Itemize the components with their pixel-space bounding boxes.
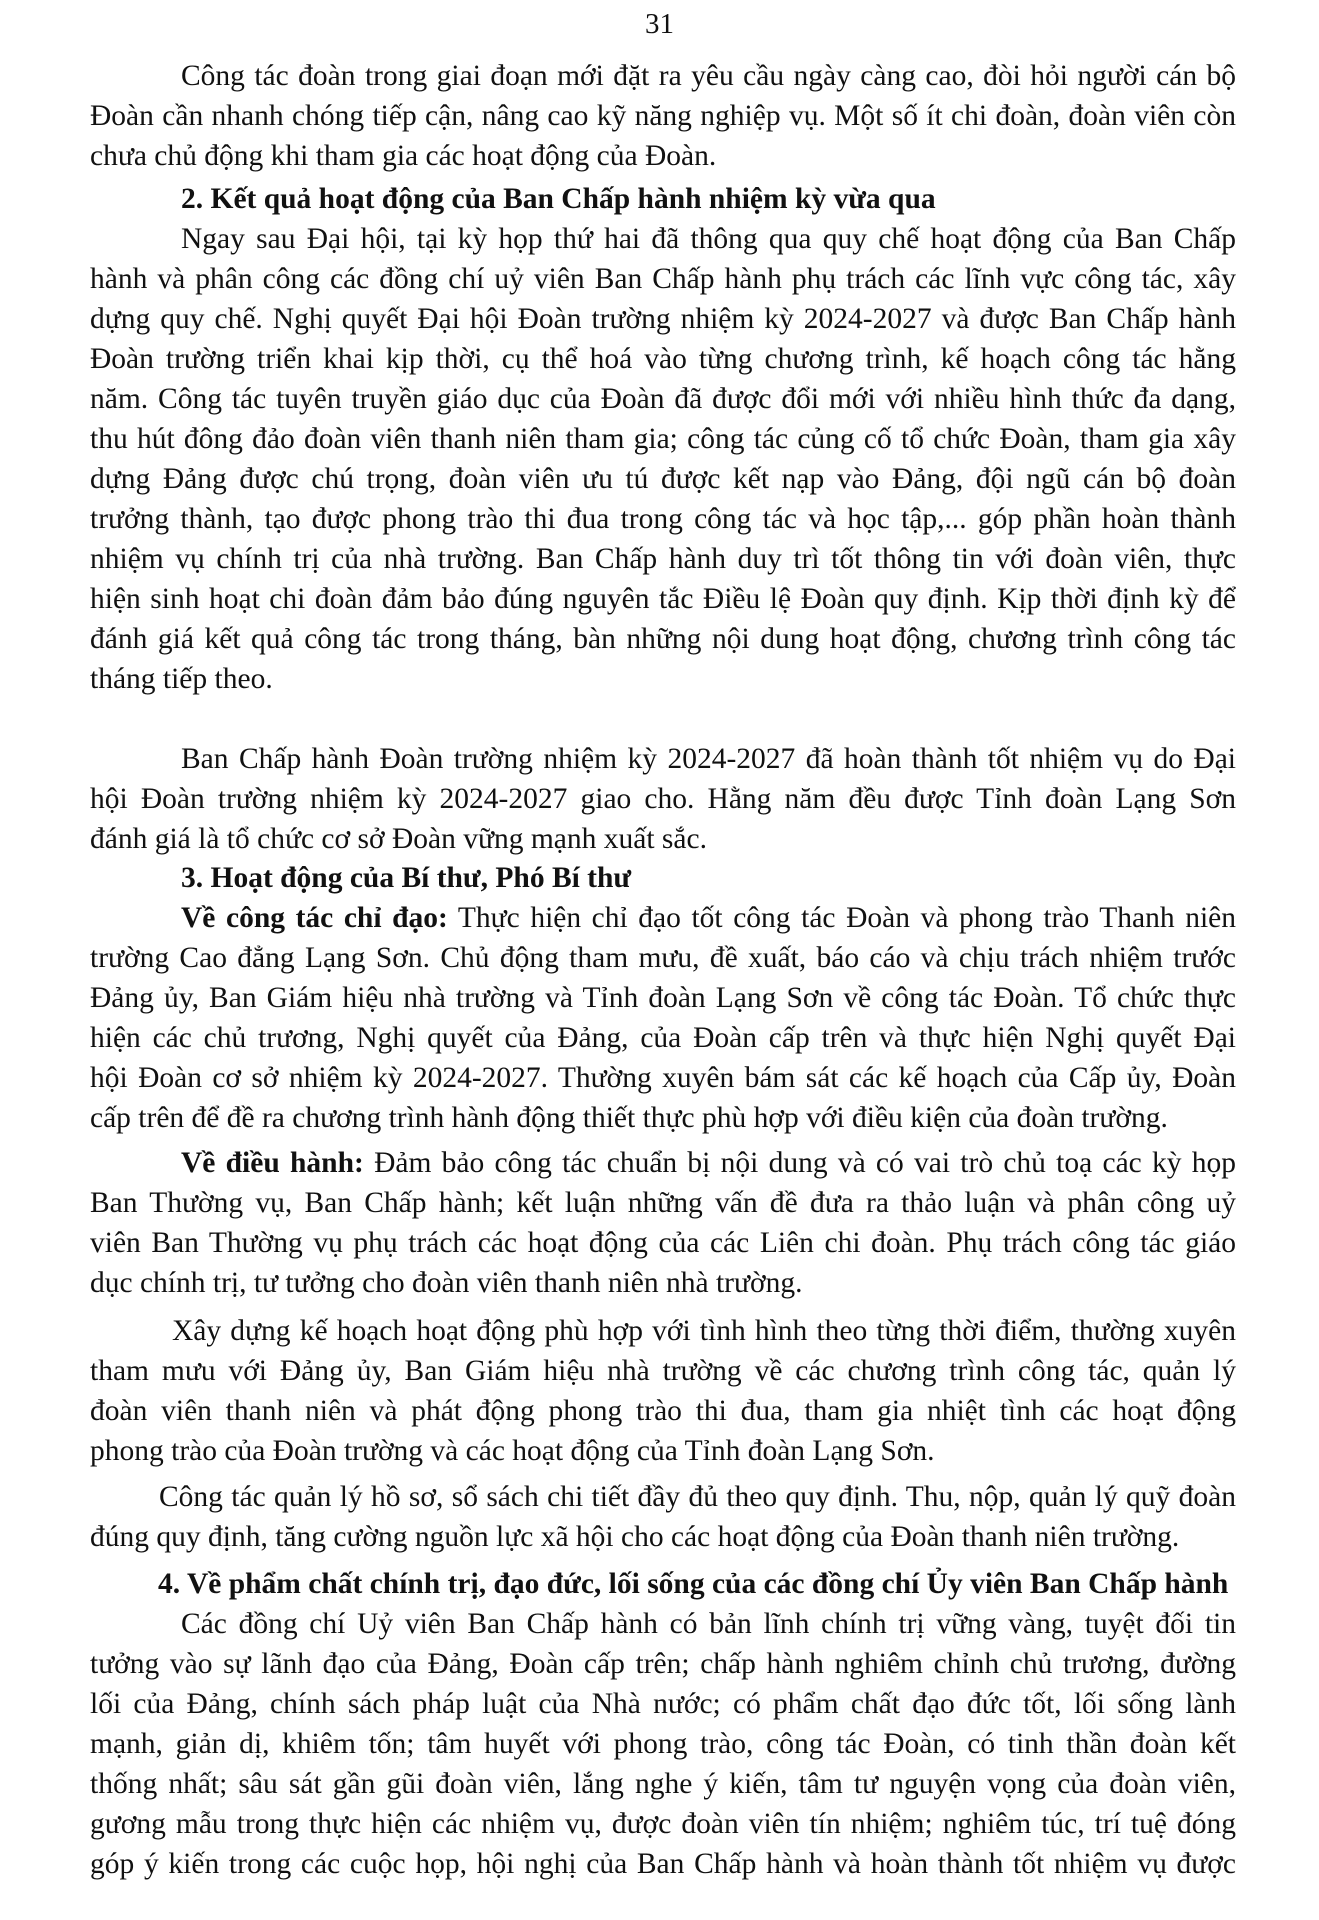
text-line: Các đồng chí Uỷ viên Ban Chấp hành có bản lĩnh chính trị vững vàng, tuyệt đối tin (181, 1608, 1236, 1640)
text-line: dựng quy chế. Nghị quyết Đại hội Đoàn trường nhiệm kỳ 2024-2027 và được Ban Chấp hành (90, 303, 1236, 335)
text-line: Ngay sau Đại hội, tại kỳ họp thứ hai đã thông qua quy chế hoạt động của Ban Chấp (181, 223, 1236, 255)
text-line: đúng quy định, tăng cường nguồn lực xã hội cho các hoạt động của Đoàn thanh niên trường. (90, 1521, 1180, 1553)
lead-label: Về điều hành: (181, 1147, 364, 1179)
text-line: năm. Công tác tuyên truyền giáo dục của Đoàn đã được đổi mới với nhiều hình thức đa dạng, (90, 383, 1236, 415)
text-line: đánh giá là tổ chức cơ sở Đoàn vững mạnh xuất sắc. (90, 823, 707, 855)
text-line: góp ý kiến trong các cuộc họp, hội nghị của Ban Chấp hành và hoàn thành tốt nhiệm vụ được (90, 1848, 1236, 1880)
text-line: chưa chủ động khi tham gia các hoạt động của Đoàn. (90, 140, 717, 172)
text-line: viên Ban Thường vụ phụ trách các hoạt động của các Liên chi đoàn. Phụ trách công tác giáo (90, 1227, 1236, 1259)
text-line: hội Đoàn trường nhiệm kỳ 2024-2027 giao cho. Hằng năm đều được Tỉnh đoàn Lạng Sơn (90, 783, 1236, 815)
text-line: phong trào của Đoàn trường và các hoạt động của Tỉnh đoàn Lạng Sơn. (90, 1435, 935, 1467)
text-line (181, 1143, 1236, 1183)
text-line: Xây dựng kế hoạch hoạt động phù hợp với tình hình theo từng thời điểm, thường xuyên (172, 1315, 1236, 1347)
text-line: tham mưu với Đảng ủy, Ban Giám hiệu nhà trường về các chương trình công tác, quản lý (90, 1355, 1236, 1387)
text-line: trưởng thành, tạo được phong trào thi đua trong công tác và học tập,... góp phần hoàn thành (90, 503, 1236, 535)
section-heading-2: 2. Kết quả hoạt động của Ban Chấp hành nhiệm kỳ vừa qua (181, 183, 936, 215)
text-line: tháng tiếp theo. (90, 663, 273, 695)
text-line: đoàn viên thanh niên và phát động phong trào thi đua, tham gia nhiệt tình các hoạt động (90, 1395, 1236, 1427)
text-line: Đảng ủy, Ban Giám hiệu nhà trường và Tỉnh đoàn Lạng Sơn về công tác Đoàn. Tổ chức thực (90, 982, 1236, 1014)
text-line: Công tác đoàn trong giai đoạn mới đặt ra yêu cầu ngày càng cao, đòi hỏi người cán bộ (181, 60, 1236, 92)
text-line: hội Đoàn cơ sở nhiệm kỳ 2024-2027. Thường xuyên bám sát các kế hoạch của Cấp ủy, Đoàn (90, 1062, 1236, 1094)
page-number: 31 (645, 8, 674, 40)
section-heading-4: 4. Về phẩm chất chính trị, đạo đức, lối sống của các đồng chí Ủy viên Ban Chấp hành (158, 1568, 1229, 1600)
text-line: dựng Đảng được chú trọng, đoàn viên ưu tú được kết nạp vào Đảng, đội ngũ cán bộ đoàn (90, 463, 1236, 495)
text-span: Thực hiện chỉ đạo tốt công tác Đoàn và phong trào Thanh niên (447, 902, 1236, 934)
text-line: tưởng vào sự lãnh đạo của Đảng, Đoàn cấp trên; chấp hành nghiêm chỉnh chủ trương, đường (90, 1648, 1236, 1680)
text-line: đánh giá kết quả công tác trong tháng, bàn những nội dung hoạt động, chương trình công tác (90, 623, 1236, 655)
text-line: Ban Thường vụ, Ban Chấp hành; kết luận những vấn đề đưa ra thảo luận và phân công uỷ (90, 1187, 1236, 1219)
text-line: nhiệm vụ chính trị của nhà trường. Ban Chấp hành duy trì tốt thông tin với đoàn viên, thực (90, 543, 1236, 575)
text-line: cấp trên để đề ra chương trình hành động thiết thực phù hợp với điều kiện của đoàn trường. (90, 1102, 1168, 1134)
text-line: trường Cao đẳng Lạng Sơn. Chủ động tham mưu, đề xuất, báo cáo và chịu trách nhiệm trước (90, 942, 1236, 974)
text-line: thu hút đông đảo đoàn viên thanh niên tham gia; công tác củng cố tổ chức Đoàn, tham gia xây (90, 423, 1236, 455)
text-line: Công tác quản lý hồ sơ, sổ sách chi tiết đầy đủ theo quy định. Thu, nộp, quản lý quỹ đoàn (159, 1481, 1236, 1513)
text-line (181, 898, 1236, 938)
text-line: mạnh, giản dị, khiêm tốn; tâm huyết với phong trào, công tác Đoàn, có tinh thần đoàn kết (90, 1728, 1236, 1760)
text-line: hiện các chủ trương, Nghị quyết của Đảng, của Đoàn cấp trên và thực hiện Nghị quyết Đại (90, 1022, 1236, 1054)
text-span: Đảm bảo công tác chuẩn bị nội dung và có vai trò chủ toạ các kỳ họp (363, 1147, 1236, 1179)
text-line: hành và phân công các đồng chí uỷ viên Ban Chấp hành phụ trách các lĩnh vực công tác, xây (90, 263, 1236, 295)
section-heading-3: 3. Hoạt động của Bí thư, Phó Bí thư (181, 862, 632, 894)
text-line: Đoàn cần nhanh chóng tiếp cận, nâng cao kỹ năng nghiệp vụ. Một số ít chi đoàn, đoàn viên còn (90, 100, 1236, 132)
text-line: dục chính trị, tư tưởng cho đoàn viên thanh niên nhà trường. (90, 1267, 803, 1299)
text-line: Đoàn trường triển khai kịp thời, cụ thể hoá vào từng chương trình, kế hoạch công tác hằng (90, 343, 1236, 375)
text-line: lối của Đảng, chính sách pháp luật của Nhà nước; có phẩm chất đạo đức tốt, lối sống lành (90, 1688, 1236, 1720)
text-line: Ban Chấp hành Đoàn trường nhiệm kỳ 2024-2027 đã hoàn thành tốt nhiệm vụ do Đại (181, 743, 1236, 775)
text-line: gương mẫu trong thực hiện các nhiệm vụ, được đoàn viên tín nhiệm; nghiêm túc, trí tuệ đóng (90, 1808, 1236, 1840)
lead-label: Về công tác chỉ đạo: (181, 902, 448, 934)
text-line: hiện sinh hoạt chi đoàn đảm bảo đúng nguyên tắc Điều lệ Đoàn quy định. Kịp thời định kỳ để (90, 583, 1236, 615)
text-line: thống nhất; sâu sát gần gũi đoàn viên, lắng nghe ý kiến, tâm tư nguyện vọng của đoàn viên, (90, 1768, 1236, 1800)
